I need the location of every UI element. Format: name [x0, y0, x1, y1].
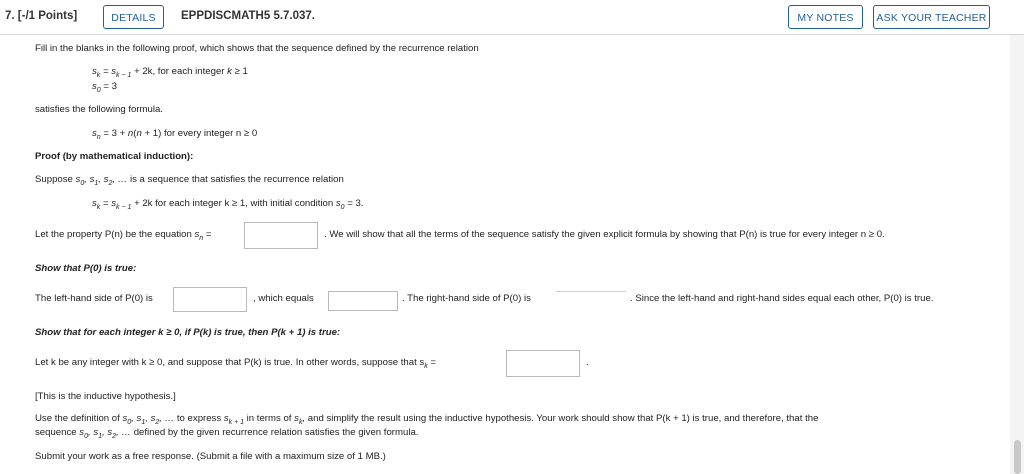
- recur-suffix: + 2k for each integer k ≥ 1, with initial condition: [134, 198, 334, 209]
- details-button[interactable]: DETAILS: [103, 5, 164, 29]
- question-body: [0, 35, 1010, 474]
- show-pk-heading: Show that for each integer k ≥ 0, if P(k) is true, then P(k + 1) is true:: [35, 327, 341, 338]
- recurrence-restated: $s_k = s_{k - 1} + 2k$ for each integer k ≥ 1, with initial condition $s_0 = 3$.: [92, 198, 364, 211]
- property-text: Let the property P(n) be the equation $s_n$ =: [35, 229, 212, 242]
- my-notes-button[interactable]: MY NOTES: [788, 5, 863, 29]
- scrollbar-thumb[interactable]: [1014, 440, 1021, 474]
- show-p0-heading: Show that P(0) is true:: [35, 263, 137, 274]
- use-definition-text: Use the definition of $s_0$, $s_1$, $s_2$, … to express $s_{k + 1}$ in terms of $s_k$, and simplify the result using the inductive hypothesis. Your work should show that P(k + 1) is true, and therefore, that the: [35, 413, 819, 426]
- sequence-line-suffix: defined by the given recurrence relation satisfies the given formula.: [133, 427, 419, 438]
- lhs-value-input[interactable]: [328, 291, 398, 311]
- rhs-input[interactable]: [556, 291, 626, 292]
- recurrence-relation: $s_k = s_{k - 1} + 2k$, for each integer k ≥ 1: [92, 66, 248, 79]
- property-input[interactable]: [244, 222, 318, 249]
- since-text: . Since the left-hand and right-hand sides equal each other, P(0) is true.: [630, 293, 934, 304]
- property-suffix: . We will show that all the terms of the sequence satisfy the given explicit formula by showing that P(n) is true for every integer n ≥ 0.: [324, 229, 885, 240]
- problem-code: EPPDISCMATH5 5.7.037.: [181, 10, 316, 22]
- hypothesis-note: [This is the inductive hypothesis.]: [35, 391, 176, 402]
- suppose-suffix: is a sequence that satisfies the recurrence relation: [129, 174, 344, 185]
- use-def-suffix: and simplify the result using the inductive hypothesis. Your work should show that P(k + 1) is true, and therefore, that the: [307, 413, 819, 424]
- submit-instructions: Submit your work as a free response. (Submit a file with a maximum size of 1 MB.): [35, 451, 386, 462]
- hypothesis-input[interactable]: [506, 350, 580, 377]
- satisfies-text: satisfies the following formula.: [35, 104, 163, 115]
- ask-teacher-button[interactable]: ASK YOUR TEACHER: [873, 5, 990, 29]
- sequence-line: sequence $s_0$, $s_1$, $s_2$, … defined by the given recurrence relation satisfies the given formula.: [35, 427, 419, 440]
- initial-condition: $s_0 = 3$: [92, 81, 117, 94]
- scrollbar-track[interactable]: [1010, 35, 1024, 474]
- explicit-formula: $s_n = 3 + n(n + 1)$ for every integer n ≥ 0: [92, 128, 258, 141]
- intro-text: Fill in the blanks in the following proof, which shows that the sequence defined by the recurrence relation: [35, 43, 479, 54]
- question-number: 7. [-/1 Points]: [5, 10, 78, 22]
- period-mark: .: [586, 357, 589, 368]
- question-header: [0, 0, 1024, 35]
- lhs-prefix: The left-hand side of P(0) is: [35, 293, 153, 304]
- let-k-prefix: Let k be any integer with k ≥ 0, and suppose that P(k) is true. In other words, suppose that s: [35, 357, 425, 368]
- lhs-input[interactable]: [173, 287, 247, 312]
- proof-heading: Proof (by mathematical induction):: [35, 151, 194, 162]
- use-def-prefix: Use the definition of: [35, 413, 120, 424]
- formula-text: for every integer n ≥ 0: [163, 128, 258, 139]
- use-def-mid: to express: [176, 413, 222, 424]
- property-prefix: Let the property P(n) be the equation: [35, 229, 192, 240]
- which-equals: , which equals: [253, 293, 314, 304]
- let-k-text: Let k be any integer with k ≥ 0, and suppose that P(k) is true. In other words, suppose that $s_k$ =: [35, 357, 437, 370]
- rhs-prefix: . The right-hand side of P(0) is: [402, 293, 531, 304]
- suppose-text: Suppose $s_0$, $s_1$, $s_2$, … is a sequence that satisfies the recurrence relation: [35, 174, 344, 187]
- use-def-mid2: in terms of: [246, 413, 292, 424]
